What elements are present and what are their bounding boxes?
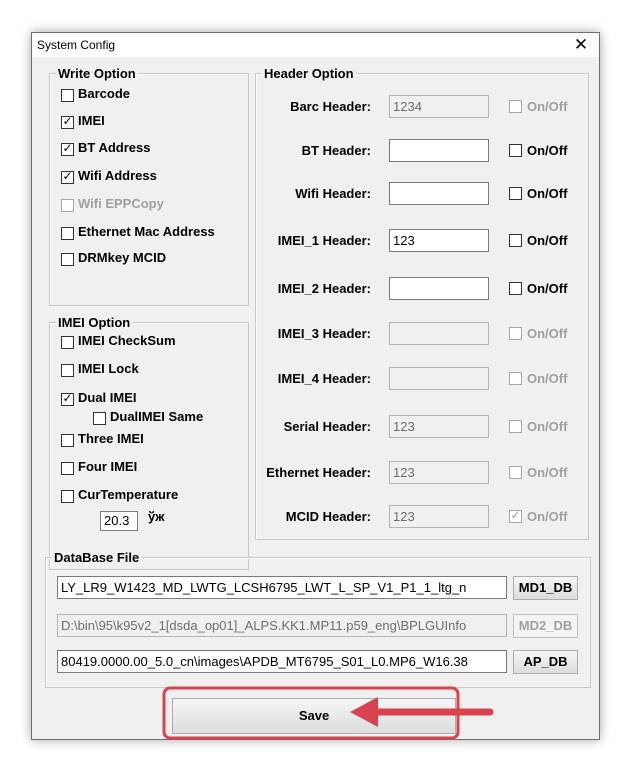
header-input: 123 bbox=[389, 415, 489, 438]
check-mark-icon: ✓ bbox=[62, 141, 73, 155]
write-option-label: DRMkey MCID bbox=[78, 250, 167, 265]
header-label: Wifi Header: bbox=[295, 186, 371, 201]
header-onoff-label: On/Off bbox=[527, 143, 568, 158]
arrow-icon bbox=[350, 697, 490, 727]
header-label: Serial Header: bbox=[283, 419, 371, 434]
md2-db-button: MD2_DB bbox=[513, 614, 578, 638]
window-title: System Config bbox=[37, 38, 116, 52]
check-mark-icon: ✓ bbox=[62, 391, 73, 405]
database-file-legend: DataBase File bbox=[54, 550, 140, 565]
ap-db-path-input[interactable]: 80419.0000.00_5.0_cn\images\APDB_MT6795_S01_L0.MP6_W16.38 bbox=[57, 650, 507, 673]
write-option-label: Ethernet Mac Address bbox=[78, 224, 215, 239]
check-mark-icon: ✓ bbox=[510, 508, 521, 522]
header-onoff-label: On/Off bbox=[527, 465, 568, 480]
write-option-label: Barcode bbox=[78, 86, 131, 101]
header-onoff-label: On/Off bbox=[527, 371, 568, 386]
header-onoff-label: On/Off bbox=[527, 186, 568, 201]
check-mark-icon: ✓ bbox=[62, 114, 73, 128]
header-label: BT Header: bbox=[301, 143, 371, 158]
close-icon[interactable]: ✕ bbox=[573, 35, 589, 54]
save-button[interactable]: Save bbox=[172, 698, 456, 734]
imei-option-label: Dual IMEI bbox=[78, 390, 137, 405]
header-input: 123 bbox=[389, 461, 489, 484]
md1-db-button[interactable]: MD1_DB bbox=[513, 576, 578, 600]
imei-option-label: IMEI CheckSum bbox=[78, 333, 176, 348]
imei-option-label: DualIMEI Same bbox=[110, 409, 204, 424]
header-onoff-label: On/Off bbox=[527, 509, 568, 524]
imei-option-legend: IMEI Option bbox=[58, 315, 131, 330]
md2-db-path-input: D:\bin\95\k95v2_1[dsda_op01]_ALPS.KK1.MP11.p59_eng\BPLGUInfo bbox=[57, 614, 507, 637]
imei-option-label: Three IMEI bbox=[78, 431, 144, 446]
header-label: Barc Header: bbox=[290, 99, 371, 114]
temperature-unit: ўж bbox=[148, 509, 165, 524]
header-onoff-label: On/Off bbox=[527, 233, 568, 248]
header-label: IMEI_2 Header: bbox=[277, 281, 371, 296]
write-option-label: Wifi Address bbox=[78, 168, 157, 183]
header-input: 1234 bbox=[389, 95, 489, 118]
header-label: MCID Header: bbox=[285, 509, 371, 524]
header-onoff-label: On/Off bbox=[527, 281, 568, 296]
write-option-label: BT Address bbox=[78, 140, 151, 155]
check-mark-icon: ✓ bbox=[62, 169, 73, 183]
header-input: 123 bbox=[389, 505, 489, 528]
write-option-legend: Write Option bbox=[58, 66, 136, 81]
header-label: IMEI_4 Header: bbox=[277, 371, 371, 386]
write-option-label: Wifi EPPCopy bbox=[78, 196, 164, 211]
imei-option-label: CurTemperature bbox=[78, 487, 179, 502]
header-onoff-label: On/Off bbox=[527, 326, 568, 341]
ap-db-button[interactable]: AP_DB bbox=[513, 650, 578, 674]
imei-option-label: Four IMEI bbox=[78, 459, 138, 474]
header-label: IMEI_3 Header: bbox=[277, 326, 371, 341]
header-option-legend: Header Option bbox=[264, 66, 354, 81]
header-input[interactable]: 123 bbox=[389, 229, 489, 252]
header-onoff-label: On/Off bbox=[527, 419, 568, 434]
header-onoff-label: On/Off bbox=[527, 99, 568, 114]
imei-option-label: IMEI Lock bbox=[78, 361, 139, 376]
md1-db-path-input[interactable]: LY_LR9_W1423_MD_LWTG_LCSH6795_LWT_L_SP_V1_P1_1_ltg_n bbox=[57, 576, 507, 599]
temperature-input[interactable]: 20.3 bbox=[100, 511, 138, 531]
header-label: Ethernet Header: bbox=[266, 465, 371, 480]
header-label: IMEI_1 Header: bbox=[277, 233, 371, 248]
write-option-label: IMEI bbox=[78, 113, 105, 128]
